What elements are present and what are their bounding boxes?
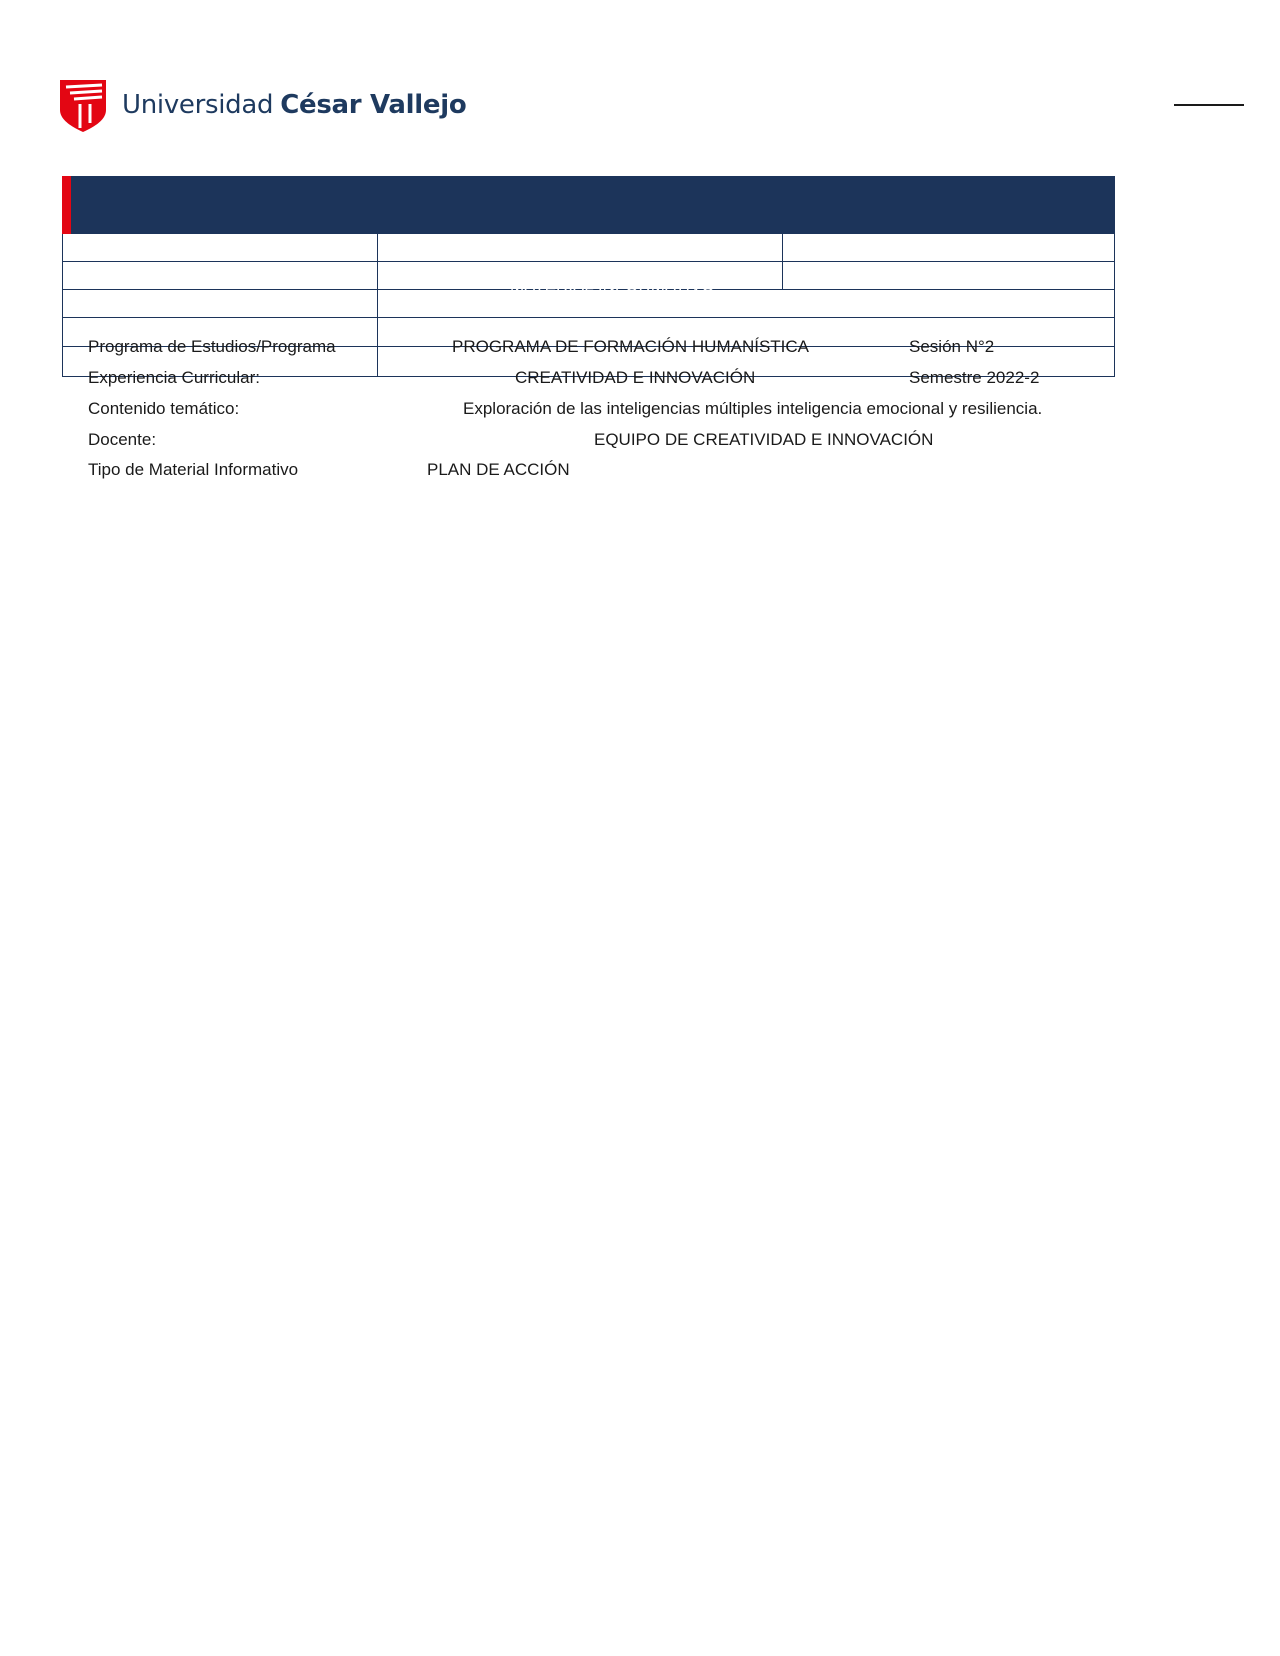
header-red-accent bbox=[62, 176, 71, 234]
corner-rule bbox=[1174, 104, 1244, 106]
university-name bbox=[122, 90, 466, 120]
grid-row-line bbox=[63, 261, 1114, 262]
course-label: Experiencia Curricular: bbox=[88, 368, 260, 387]
university-shield-icon bbox=[60, 78, 106, 132]
teacher-label: Docente: bbox=[88, 430, 157, 449]
material-type-label: Tipo de Material Informativo bbox=[88, 460, 299, 479]
material-type-value: PLAN DE ACCIÓN bbox=[427, 460, 570, 479]
session-label: Sesión N°2 bbox=[909, 337, 995, 356]
university-name-light: Universidad bbox=[122, 90, 274, 120]
grid-column-line bbox=[377, 234, 378, 377]
grid-column-line bbox=[782, 234, 783, 289]
topic-label: Contenido temático: bbox=[88, 399, 240, 418]
program-label: Programa de Estudios/Programa bbox=[88, 337, 336, 356]
topic-value: Exploración de las inteligencias múltiples inteligencia emocional y resiliencia. bbox=[463, 399, 1043, 418]
university-logo bbox=[60, 78, 466, 132]
header-band bbox=[62, 176, 1115, 234]
semester-label: Semestre 2022-2 bbox=[909, 368, 1040, 387]
university-name-bold: César Vallejo bbox=[280, 90, 467, 120]
teacher-value: EQUIPO DE CREATIVIDAD E INNOVACIÓN bbox=[594, 430, 934, 449]
program-value: PROGRAMA DE FORMACIÓN HUMANÍSTICA bbox=[452, 337, 810, 356]
material-title-ghost: MATERIAL INFORMATIVO bbox=[510, 276, 715, 295]
course-value: CREATIVIDAD E INNOVACIÓN bbox=[515, 368, 756, 387]
grid-row-line bbox=[63, 317, 1114, 318]
